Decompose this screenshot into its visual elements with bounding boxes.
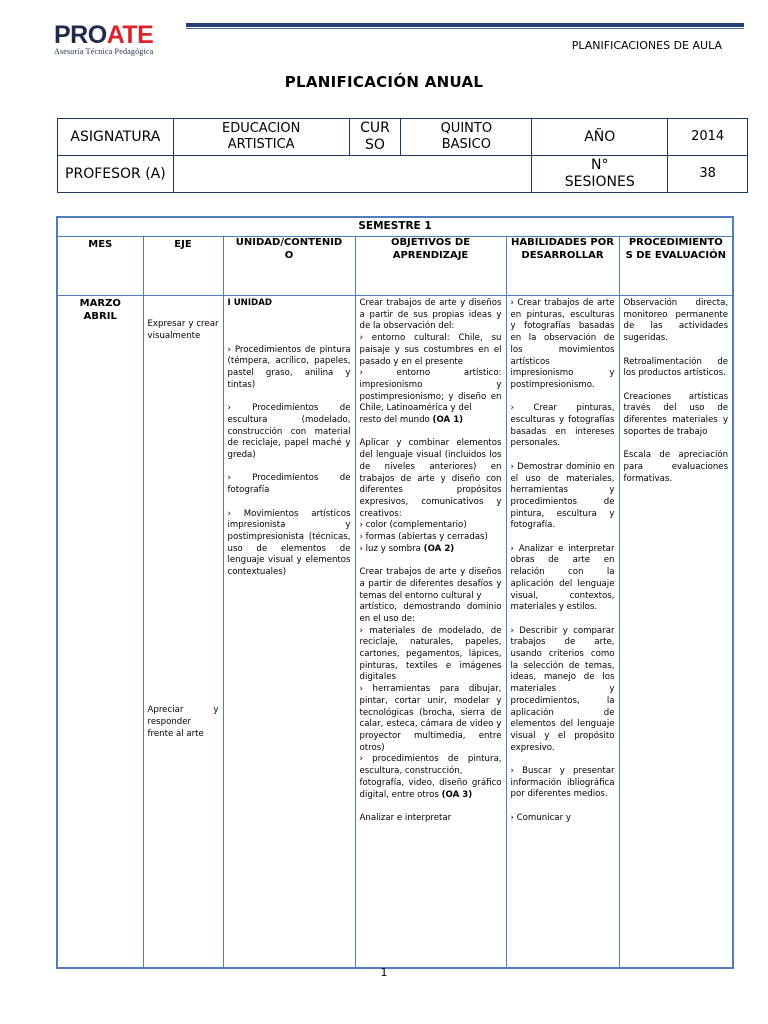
habilidad-item: › Describir y comparar trabajos de arte, usando criterios como la selección de temas, ideas, manejo de los materiales y procedimientos, la aplicación de elementos del lenguaje visual y el propósito expresivo. (510, 625, 615, 753)
logo-tagline: Asesoría Técnica Pedagógica (54, 47, 154, 56)
col-eje: EJE (143, 237, 223, 296)
asignatura-value: EDUCACION ARTISTICA (173, 119, 349, 156)
page-title: PLANIFICACIÓN ANUAL (284, 73, 484, 91)
evaluacion-item: Observación directa, monitoreo permanente de las actividades sugeridas. (623, 298, 729, 344)
anio-value: 2014 (668, 119, 748, 156)
col-objetivos: OBJETIVOS DE APRENDIZAJE (355, 237, 506, 296)
col-habilidades: HABILIDADES POR DESARROLLAR (506, 237, 619, 296)
oa1-code: (OA 1) (432, 415, 464, 426)
oa3-item: › procedimientos de pintura, escultura, construcción, (359, 754, 502, 777)
oa3-text-2: artístico, demostrando dominio en el uso de: (359, 602, 502, 624)
oa3-item: › materiales de modelado, de reciclaje, naturales, papeles, cartones, pegamentos, lápices, pinturas, textiles e imágenes digitales (359, 625, 502, 683)
header-bar (186, 23, 744, 27)
curso-label: CURSO (349, 119, 401, 156)
unidad-item: › Procedimientos de escultura (modelado, construcción con material de reciclaje, papel maché y greda) (227, 403, 351, 461)
unidad-item: › Movimientos artísticos impresionista y postimpresionista (técnicas, uso de elementos de lenguaje visual y elementos contextuales) (227, 508, 351, 578)
eje-cell (143, 296, 223, 969)
oa3-item (360, 778, 502, 801)
oa2-text: Aplicar y combinar elementos del lenguaje visual (incluidos los de niveles anteriores) en trabajos de arte y diseño con diferentes propósitos expresivos, comunicativos y creativos: (359, 438, 502, 519)
evaluacion-item: Retroalimentación de los productos artísticos. (623, 356, 729, 379)
evaluacion-item: Escala de apreciación para evaluaciones formativas. (623, 450, 729, 484)
evaluacion-cell (619, 296, 733, 969)
logo-ate: ATE (106, 21, 154, 49)
oa3-item-text: fotografía, video, diseño gráfico digital, entre otros (359, 777, 502, 800)
eje-1: Expresar y crear visualmente (147, 319, 219, 341)
oa2-item: › formas (abiertas y cerradas) (359, 532, 488, 543)
oa2-item (360, 544, 502, 556)
oa1-text: Crear trabajos de arte y diseños a partir de sus propias ideas y de la observación del: (359, 298, 502, 332)
header-title: PLANIFICACIONES DE AULA (571, 39, 722, 52)
oa2-item-text: › luz y sombra (359, 543, 421, 554)
semester-header: SEMESTRE 1 (57, 217, 733, 237)
habilidad-item: › Analizar e interpretar obras de arte en relación con la aplicación del lenguaje visual, contextos, materiales y estilos. (510, 543, 615, 613)
habilidad-item: › Demostrar dominio en el uso de materiales, herramientas y procedimientos de pintura, escultura y fotografía. (510, 461, 615, 531)
header-bar-thin (186, 28, 744, 29)
habilidad-item: › Crear pinturas, esculturas y fotografías basadas en intereses personales. (510, 403, 615, 449)
curso-value: QUINTO BASICO (401, 119, 532, 156)
oa2-item: › color (complementario) (359, 520, 467, 531)
proate-logo (54, 22, 153, 56)
oa3-code: (OA 3) (441, 789, 473, 800)
mes-value: MARZO ABRIL (79, 298, 121, 322)
asignatura-label: ASIGNATURA (58, 119, 174, 156)
oa1-item (360, 415, 502, 427)
unidad-cell (223, 296, 355, 969)
habilidad-item: › Buscar y presentar información ibliográfica por diferentes medios. (510, 766, 615, 800)
sesiones-value: 38 (668, 156, 748, 193)
unidad-title: I UNIDAD (227, 298, 272, 308)
objetivos-cell (355, 296, 506, 969)
logo-pro: PRO (54, 21, 107, 49)
oa1-item-text: resto del mundo (359, 415, 430, 426)
oa4-start: Analizar e interpretar (359, 812, 452, 823)
profesor-value (173, 156, 531, 193)
info-table (57, 118, 748, 193)
col-evaluacion: PROCEDIMIENTOS DE EVALUACIÓN (619, 237, 733, 296)
col-mes: MES (57, 237, 143, 296)
oa1-item: › entorno cultural: Chile, su paisaje y sus costumbres en el pasado y en el presente (359, 333, 502, 367)
mes-cell (57, 296, 143, 969)
oa1-item: › entorno artístico: impresionismo y postimpresionismo; y diseño en Chile, Latinoamérica y del (359, 368, 502, 414)
unidad-item: › Procedimientos de fotografía (227, 473, 351, 496)
habilidades-cell (506, 296, 619, 969)
unidad-item: › Procedimientos de pintura (témpera, acrílico, papeles, pastel graso, anilina y tintas) (227, 344, 351, 390)
habilidad-item: › Crear trabajos de arte en pinturas, esculturas y fotografías basadas en la observación de los movimientos artísticos impresionismo y postimpresionismo. (510, 298, 615, 390)
profesor-label: PROFESOR (A) (58, 156, 174, 193)
col-unidad: UNIDAD/CONTENIDO (223, 237, 355, 296)
planning-table (56, 216, 734, 969)
habilidad-item: › Comunicar y (510, 812, 571, 823)
oa2-code: (OA 2) (423, 543, 455, 554)
page-number: 1 (380, 966, 388, 979)
eje-2: Apreciar y responder frente al arte (147, 705, 219, 739)
evaluacion-item: Creaciones artísticas través del uso de diferentes materiales y soportes de trabajo (623, 391, 729, 437)
sesiones-label: N° SESIONES (532, 156, 668, 193)
oa3-text: Crear trabajos de arte y diseños a partir de diferentes desafíos y temas del entorno cultural y (359, 567, 502, 601)
oa3-item: › herramientas para dibujar, pintar, cortar unir, modelar y tecnológicas (brocha, sierra de calar, esteca, cámara de video y proyector multimedia, entre otros) (359, 684, 502, 753)
anio-label: AÑO (532, 119, 668, 156)
